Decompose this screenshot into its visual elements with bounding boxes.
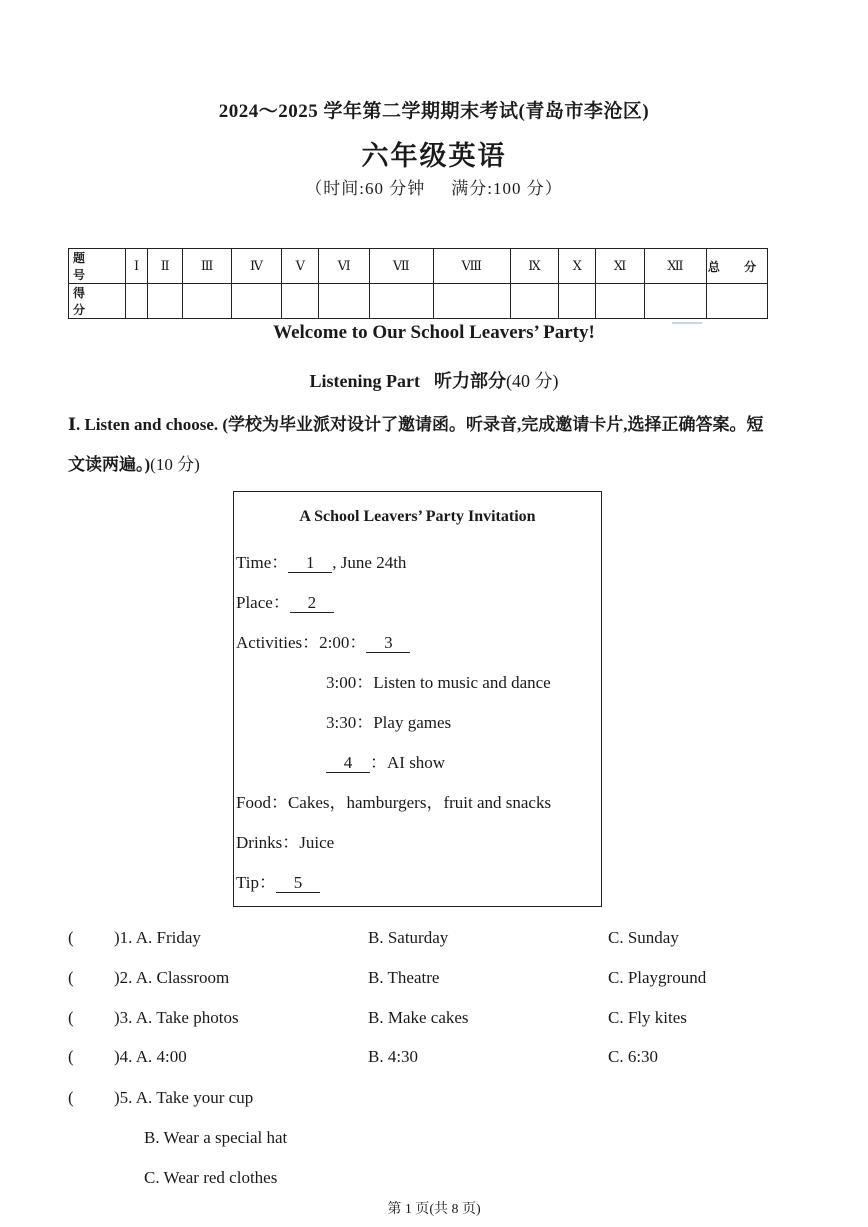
answer-paren[interactable]: ( [68, 1088, 74, 1107]
score-cell[interactable] [433, 284, 510, 319]
score-table [68, 248, 768, 319]
place-line [236, 588, 334, 613]
answer-paren[interactable]: ( [68, 1008, 74, 1027]
answer-paren[interactable]: ( [68, 928, 74, 947]
question-2-option-c: C. Playground [608, 968, 707, 987]
section-header: Ⅹ [559, 249, 596, 284]
score-table-score-row [69, 284, 768, 319]
score-cell[interactable] [596, 284, 645, 319]
section-header: Ⅻ [644, 249, 706, 284]
full-score: 满分:100 分） [451, 179, 563, 198]
invitation-card [233, 491, 602, 907]
activities-line [236, 628, 410, 653]
question-4-option-c: C. 6:30 [608, 1047, 659, 1066]
activity-ai-show [326, 748, 445, 773]
activities-label: Activities：2:00： [236, 633, 367, 652]
section-header: Ⅷ [433, 249, 510, 284]
subject-title: 六年级英语 [361, 141, 507, 171]
score-cell[interactable] [148, 284, 183, 319]
score-cell[interactable] [126, 284, 148, 319]
question-1-option-a: )1. A. Friday [114, 928, 201, 947]
section-header: Ⅵ [319, 249, 369, 284]
question-3-option-a: )3. A. Take photos [114, 1008, 239, 1027]
total-score-cell[interactable] [707, 284, 768, 319]
question-number-label: 题 号 [69, 249, 126, 284]
question-1-option-c: C. Sunday [608, 928, 679, 947]
blank-3: 3 [366, 634, 410, 653]
part-title-cn: 听力部分 [434, 371, 506, 391]
section-header: Ⅺ [596, 249, 645, 284]
question-2-option-b: B. Theatre [368, 968, 440, 987]
score-cell[interactable] [319, 284, 369, 319]
exam-meta [0, 174, 868, 199]
question-4 [68, 1047, 187, 1067]
question-3-option-c: C. Fly kites [608, 1008, 687, 1027]
part-points: (40 分) [506, 371, 559, 391]
part-title-en: Listening Part [309, 371, 420, 391]
score-label: 得 分 [69, 284, 126, 319]
activity-games: 3:30：Play games [326, 713, 452, 732]
activity-music: 3:00：Listen to music and dance [326, 673, 551, 692]
section-header: Ⅰ [126, 249, 148, 284]
section-header: Ⅴ [282, 249, 319, 284]
instruction-text: Ⅰ. Listen and choose. (学校为毕业派对设计了邀请函。听录音,完成邀请卡片,选择正确答案。短文读两遍。) [68, 415, 764, 474]
time-label: Time： [236, 553, 289, 572]
question-2 [68, 968, 229, 988]
listening-part-heading [0, 367, 868, 393]
score-table-header-row [69, 249, 768, 284]
question-4-option-a: )4. A. 4:00 [114, 1047, 187, 1066]
blank-5: 5 [276, 874, 320, 893]
ai-show-suffix: ：AI show [370, 753, 446, 772]
welcome-heading: Welcome to Our School Leavers’ Party! [273, 322, 595, 343]
question-5-option-a: )5. A. Take your cup [114, 1088, 254, 1107]
score-cell[interactable] [282, 284, 319, 319]
total-label: 总 分 [707, 249, 768, 284]
question-1-option-b: B. Saturday [368, 928, 449, 947]
section-header: Ⅳ [231, 249, 281, 284]
blank-1: 1 [288, 554, 332, 573]
question-2-option-a: )2. A. Classroom [114, 968, 230, 987]
answer-paren[interactable]: ( [68, 968, 74, 987]
score-cell[interactable] [183, 284, 232, 319]
answer-paren[interactable]: ( [68, 1047, 74, 1066]
score-cell[interactable] [559, 284, 596, 319]
section-header: Ⅱ [148, 249, 183, 284]
section-1-instruction [68, 405, 780, 485]
section-header: Ⅲ [183, 249, 232, 284]
exam-title: 2024～2025 学年第二学期期末考试(青岛市李沧区) [218, 101, 650, 122]
question-3-option-b: B. Make cakes [368, 1008, 469, 1027]
question-5-option-b: B. Wear a special hat [144, 1128, 288, 1147]
time-limit: （时间:60 分钟 [305, 179, 426, 198]
section-header: Ⅸ [510, 249, 559, 284]
blank-2: 2 [290, 594, 334, 613]
invitation-title: A School Leavers’ Party Invitation [299, 508, 536, 525]
question-5 [68, 1088, 253, 1108]
score-cell[interactable] [644, 284, 706, 319]
page-footer: 第 1 页(共 8 页) [387, 1202, 481, 1217]
food-line: Food：Cakes，hamburgers，fruit and snacks [236, 793, 552, 812]
question-1 [68, 928, 201, 948]
time-suffix: , June 24th [332, 553, 407, 572]
tip-line [236, 868, 320, 893]
score-cell[interactable] [510, 284, 559, 319]
place-label: Place： [236, 593, 290, 612]
tip-label: Tip： [236, 873, 277, 892]
question-3 [68, 1008, 239, 1028]
question-5-option-c: C. Wear red clothes [144, 1168, 278, 1187]
section-header: Ⅶ [369, 249, 433, 284]
instruction-points: (10 分) [150, 455, 200, 474]
score-cell[interactable] [369, 284, 433, 319]
score-cell[interactable] [231, 284, 281, 319]
time-line [236, 548, 406, 573]
scan-mark [672, 322, 702, 324]
drinks-line: Drinks：Juice [236, 833, 335, 852]
question-4-option-b: B. 4:30 [368, 1047, 419, 1066]
blank-4: 4 [326, 754, 370, 773]
